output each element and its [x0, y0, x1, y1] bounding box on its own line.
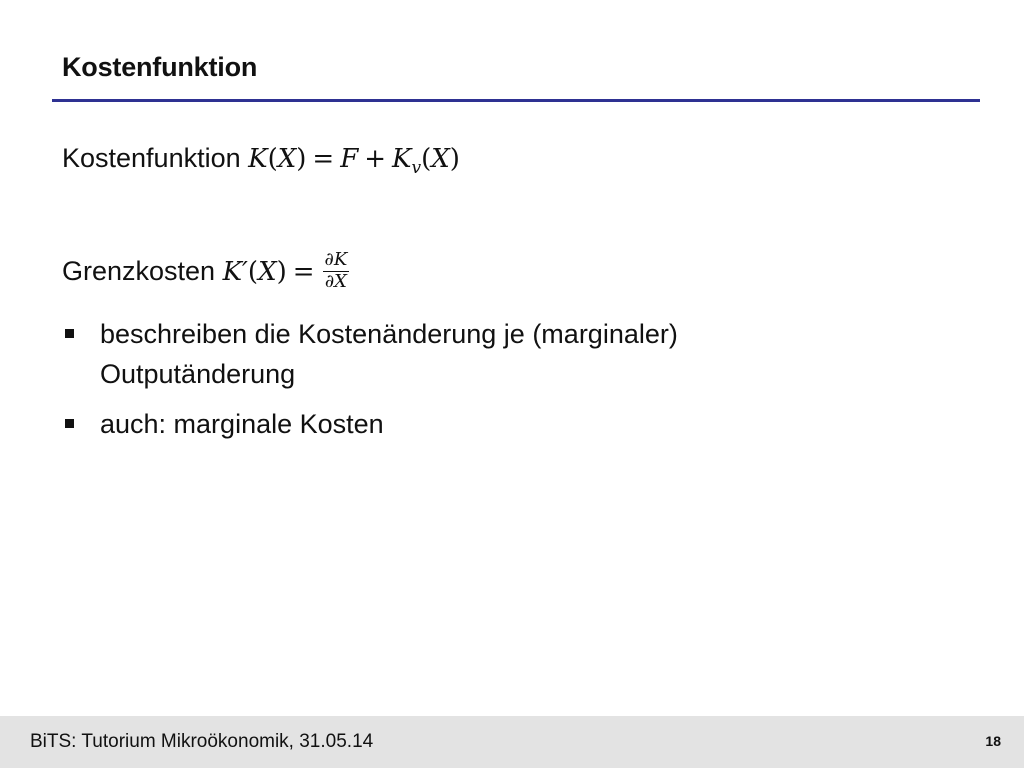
title-divider [52, 99, 980, 102]
formula-x: X [277, 144, 297, 174]
formula-kv: K [392, 144, 412, 174]
marginal-cost-label: Grenzkosten [62, 256, 216, 287]
fraction-numerator: ∂K [324, 249, 348, 270]
formula-x3: X [258, 257, 277, 288]
footer-text: BiTS: Tutorium Mikroökonomik, 31.05.14 [30, 731, 374, 752]
derivative-fraction [323, 250, 350, 292]
formula-k: K [248, 144, 268, 174]
cost-function-label: Kostenfunktion [62, 143, 241, 173]
slide-title: Kostenfunktion [62, 52, 258, 82]
bullet-text: beschreiben die Kostenänderung je (marginaler) Outputänderung [100, 319, 678, 389]
formula-kv-subscript: v [411, 158, 422, 178]
footer-bar [0, 716, 1024, 768]
marginal-cost-formula: K′(X) = $\frac{\partial K}{\partial X}$ [222, 249, 348, 292]
cost-function-formula: $K(X) = F + K_v(X)$ [248, 144, 460, 178]
formula-kprime: K′ [222, 257, 248, 288]
fraction-denominator: ∂X [324, 270, 347, 292]
list-item [62, 314, 822, 394]
square-bullet-icon [65, 329, 74, 338]
page-number: 18 [985, 733, 1001, 749]
bullet-text: auch: marginale Kosten [100, 409, 384, 439]
cost-function-line [62, 142, 460, 178]
formula-x2: X [431, 144, 450, 174]
square-bullet-icon [65, 419, 74, 428]
bullet-list [62, 314, 822, 454]
list-item [62, 404, 822, 444]
marginal-cost-line [62, 249, 349, 294]
formula-f: F [340, 144, 359, 174]
